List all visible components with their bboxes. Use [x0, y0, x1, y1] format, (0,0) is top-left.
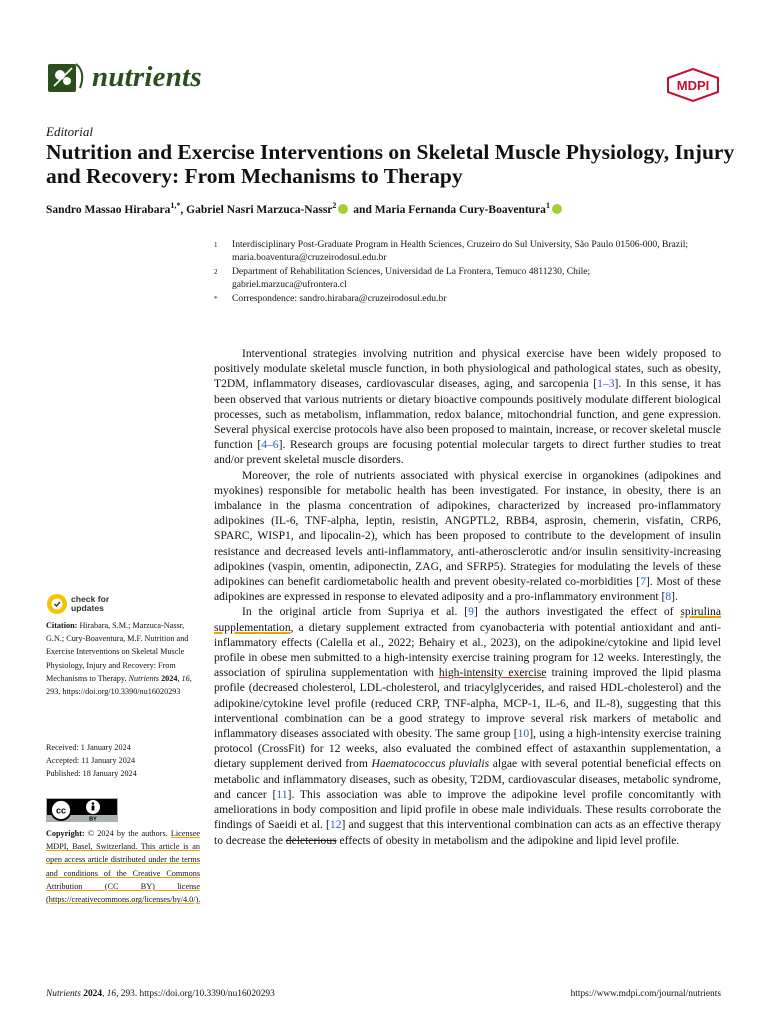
affiliation-item	[214, 265, 694, 292]
reference-link[interactable]: 1–3	[597, 377, 615, 391]
reference-link[interactable]: 8	[665, 590, 672, 604]
published-date: Published: 18 January 2024	[46, 769, 137, 779]
accepted-date: Accepted: 11 January 2024	[46, 756, 136, 766]
svg-text:BY: BY	[89, 816, 97, 822]
license-text[interactable]: Licensee MDPI, Basel, Switzerland. This article is an open access article distributed under the terms and conditions of the Creative Commons Attribution (CC BY) license (https://creativecommons.org/licenses/by/4.0/).	[46, 829, 201, 905]
article-title: Nutrition and Exercise Interventions on Skeletal Muscle Physiology, Injury and Recovery: From Mechanisms to Therapy	[46, 140, 735, 188]
author-affil-sup: 2	[332, 201, 337, 210]
citation-doi[interactable]: , 293. https://doi.org/10.3390/nu16020293	[46, 673, 192, 697]
author-affil-sup: 1	[545, 201, 550, 210]
mdpi-logo[interactable]	[666, 68, 720, 102]
affiliation-number: 1	[214, 241, 218, 249]
author-separator: ,	[180, 203, 187, 216]
paragraph: In the original article from Supriya et al. [9] the authors investigated the effect of spirulina supplementation, a dietary supplement extracted from cyanobacteria with potential antioxidant and anti-inflammatory effects (Calella et al., 2022; Behairy et al., 2023), on the adipokine/cytokine and lipid level profile in obese men submitted to a high-intensity exercise training program for 12 weeks. Interestingly, the association of spirulina supplementation with high-intensity exercise training improved the lipid plasma profile (decreased cholesterol, LDL-cholesterol, and triacylglycerides, and raised HDL-cholesterol) and the adipokine/cytokine level profile (reduced CRP, TNF-alpha, MCP-1, IL-6, and IL-8), suggesting that this interventional combination can be a good strategy to improve several risk markers of metabolic and inflammatory diseases associated with obesity. The same group [10], using a high-intensity exercise training protocol (CrossFit) for 12 weeks, also evaluated the combined effect of astaxanthin supplementation, a dietary supplement derived from Haematococcus pluvialis algae with several potential beneficial effects on metabolic and inflammatory diseases, such as obesity, T2DM, cardiovascular diseases, metabolic syndrome, and cancer [11]. This association was able to improve the adipokine level profile concomitantly with ameliorations in body composition and lipid profile in obese male individuals. These results corroborate the findings of Saeidi et al. [12] and suggest that this interventional combination can acts as an effective therapy to decrease the deleterious effects of obesity in metabolism and the adipokine and lipid level profile.	[214, 605, 722, 847]
article-type: Editorial	[46, 124, 93, 139]
journal-logo	[46, 58, 202, 96]
orcid-icon[interactable]	[338, 204, 348, 214]
author-name[interactable]: Maria Fernanda Cury-Boaventura	[374, 203, 546, 216]
orcid-icon[interactable]	[552, 204, 562, 214]
reference-link[interactable]: 9	[468, 605, 474, 619]
affiliation-text: Correspondence: sandro.hirabara@cruzeirodosul.edu.br	[232, 292, 447, 304]
copyright-block: Copyright: © 2024 by the authors. Licensee MDPI, Basel, Switzerland. This article is an open access article distributed under the terms and conditions of the Creative Commons Attribution (CC BY) license (https://creativecommons.org/licenses/by/4.0/).	[46, 829, 201, 905]
strikethrough-annotation[interactable]: deleterious	[285, 833, 337, 847]
affiliation-item	[214, 238, 694, 265]
affiliation-text: Interdisciplinary Post-Graduate Program in Health Sciences, Cruzeiro do Sul University, São Paulo 01506-000, Brazil; maria.boaventura@cruzeirodosul.edu.br	[232, 239, 689, 264]
reference-link[interactable]: 7	[640, 575, 646, 589]
affiliation-text: Department of Rehabilitation Sciences, Universidad de La Frontera, Temuco 4811230, Chile; gabriel.marzuca@ufrontera.cl	[232, 265, 591, 291]
received-date: Received: 1 January 2024	[46, 743, 131, 752]
paragraph: Interventional strategies involving nutrition and physical exercise have been widely proposed to positively modulate skeletal muscle function, in both physiological and pathological states, such as obesity, T2DM, inflammatory diseases, cardiovascular diseases, aging, and sarcopenia [1–3]. In this sense, it has been observed that various nutrients or dietary bioactive compounds positively modulate different biological processes, such as metabolism, inflammation, redox balance, mitochondrial function, and gene expression. Several physical exercise protocols have also been proposed to maintain, increase, or recover skeletal muscle function [4–6]. Research groups are focusing potential molecular targets to direct further studies to treat and/or prevent skeletal muscle disorders.	[214, 347, 721, 467]
highlight-annotation[interactable]: high-intensity exercise	[438, 666, 547, 680]
affiliation-number: *	[214, 294, 218, 303]
check-for-updates-icon	[46, 593, 68, 615]
article-body	[214, 346, 721, 848]
check-for-updates-label	[71, 595, 109, 613]
reference-link[interactable]: 11	[276, 787, 288, 801]
author-name[interactable]: Gabriel Nasri Marzuca-Nassr	[186, 203, 333, 216]
check-line: updates	[71, 603, 104, 613]
svg-text:cc: cc	[55, 805, 67, 816]
author-list	[46, 201, 736, 216]
article-dates	[46, 741, 200, 781]
cc-by-license-icon[interactable]	[46, 798, 118, 822]
paragraph: Moreover, the role of nutrients associated with physical exercise in organokines (adipokines and myokines) responsible for metabolic health has been investigated. For instance, in obesity, there is an imbalance in the plasma concentration of adipokines, characterized by increased pro-inflammatory adipokines (IL-6, TNF-alpha, leptin, resistin, ANGPTL2, RBB4, asprosin, chemerin, visfatin, CRP6, SPARC, WISP1, and lipocalin-2), which has been proposed to contribute to the development of insulin resistance and decreased levels anti-inflammatory, anti-atherosclerotic and/or insulin sensitivity-increasing adipokines (vaspin, omentin, adiponectin, ZAG, and SFRP5). Strategies for modulating the levels of these adipokines can benefit cardiometabolic health and prevent obesity-related co-morbidities [7]. Most of these adipokines are expressed in response to elevated adiposity and a pro-inflammatory environment [8].	[214, 468, 721, 604]
affiliation-number: 2	[214, 267, 218, 276]
citation-label: Citation:	[46, 621, 78, 630]
journal-name: nutrients	[92, 60, 202, 93]
svg-text:MDPI: MDPI	[676, 78, 710, 93]
nutrients-logo-icon	[46, 58, 88, 96]
reference-link[interactable]: 12	[329, 818, 342, 832]
copyright-label: Copyright:	[46, 829, 85, 838]
author-affil-sup: 1,*	[170, 201, 181, 210]
correspondence	[214, 292, 694, 306]
check-line: check for	[71, 594, 110, 604]
footer-citation: Nutrients 2024, 16, 293. https://doi.org/10.3390/nu16020293	[46, 989, 275, 999]
species-name: Haematococcus pluvialis	[371, 757, 490, 771]
reference-link[interactable]: 10	[517, 727, 530, 741]
highlight-annotation[interactable]: spirulina supplementation	[214, 605, 721, 634]
reference-link[interactable]: 4–6	[261, 438, 279, 452]
citation-block: Citation: Hirabara, S.M.; Marzuca-Nassr, G.N.; Cury-Boaventura, M.F. Nutrition and Exercise Interventions on Skeletal Muscle Physiology, Injury and Recovery: From Mechanisms to Therapy. Nutrients 2024, 16, 293. https://doi.org/10.3390/nu16020293	[46, 621, 192, 697]
check-for-updates-badge[interactable]	[46, 593, 109, 615]
author-separator: and	[350, 203, 375, 216]
affiliations	[214, 238, 694, 306]
footer-doi[interactable]: , 293. https://doi.org/10.3390/nu16020293	[116, 989, 275, 999]
footer-journal-url[interactable]: https://www.mdpi.com/journal/nutrients	[570, 989, 721, 999]
author-name[interactable]: Sandro Massao Hirabara	[46, 203, 171, 216]
